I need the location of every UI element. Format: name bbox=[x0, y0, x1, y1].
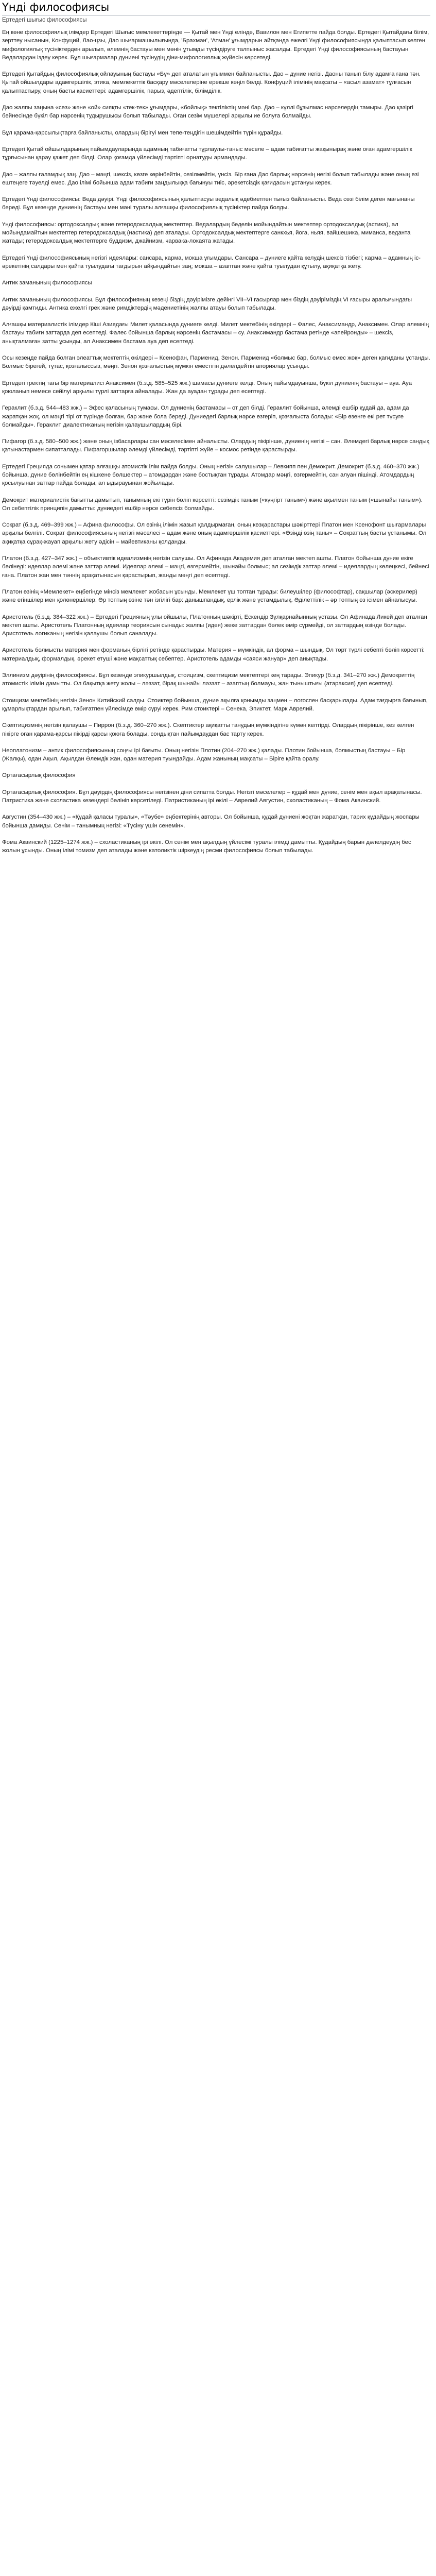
section-heading: Ортағасырлық философия bbox=[2, 772, 76, 779]
paragraph: Эллинизм дәуірінің философиясы. Бұл кезеңде эпикуршылдық, стоицизм, скептицизм мектептері кең тарады. Эпикур (б.з.д. 341–270 жж.) Демокриттің атомистік ілімін дамытты. Ол бақытқа жету жолы – ләззат, бірақ шынайы ләззат – азаптың болмауы, жан тыныштығы (атараксия) деп есептеді. bbox=[2, 672, 415, 687]
paragraph: Платон өзінің «Мемлекет» еңбегінде мінсіз мемлекет жобасын ұсынды. Мемлекет үш топтан тұрады: билеушілер (философтар), сақшылар (әскерилер) және егіншілер мен қолөнершілер. Әр топтың өзіне тән ізгілігі бар: данышпандық, ерлік және ұстамдылық. Әділеттілік – әр топтың өз ісімен айналысуы. bbox=[2, 588, 417, 604]
article-page bbox=[0, 0, 432, 855]
paragraph: Фома Аквинский (1225–1274 жж.) – схоластиканың ірі өкілі. Ол сенім мен ақылдың үйлесімі туралы ілімді дамытты. Құдайдың барын дәлелдеудің бес жолын ұсынды. Оның ілімі томизм деп аталады және католиктік шіркеудің ресми философиясы болып табылады. bbox=[2, 839, 411, 854]
paragraph: Стоицизм мектебінің негізін Зенон Китийский салды. Стоиктер бойынша, дүние ақылға қонымды заңмен – логоспен басқарылады. Адам тағдырға бағынып, құмарлықтардан арылып, табиғатпен үйлесімде өмір сүруі керек. Рим стоиктері – Сенека, Эпиктет, Марк Аврелий. bbox=[2, 697, 428, 712]
article-body bbox=[2, 28, 430, 855]
paragraph: Гераклит (б.з.д. 544–483 жж.) – Эфес қаласының тумасы. Ол дүниенің бастамасы – от деп білді. Гераклит бойынша, әлемді ешбір құдай да, адам да жаратқан жоқ, ол мәңгі тірі от түрінде болған, бар және бола береді. Дүниедегі барлық нәрсе өзгеріп, қозғалыста болады: «Бір өзенге екі рет түсуге болмайды». Гераклит диалектиканың негізін қалаушылардың бірі. bbox=[2, 405, 409, 428]
page-title: Үнді философиясы bbox=[2, 0, 430, 15]
section-heading: Антик заманының философиясы bbox=[2, 280, 92, 286]
paragraph: Скептицизмнің негізін қалаушы – Пиррон (б.з.д. 360–270 жж.). Скептиктер ақиқатты танудың мүмкіндігіне күмән келтірді. Олардың пікірінше, кез келген пікірге оған қарама-қарсы пікірді қарсы қоюға болады, сондықтан пайымдаудан бас тарту керек. bbox=[2, 722, 414, 737]
paragraph: Ең көне философиялық ілімдер Ертедегі Шығыс мемлекеттерінде — Қытай мен Үнді елінде, Вавилон мен Египетте пайда болды. Ертедегі Қытайдағы білім, зерттеу нысанын, Конфуций, Лао-цзы, Дао шығармашылығында, 'Брахман', 'Атман' ұғымдарын айтқанда ежелгі Үнді философиясында қалыптасып келген мифологиялық түсініктерден арылып, әлемнің бастауы мен мәнін ұтымды түсіндіруге талпыныс жасалды. Ертедегі Үнді философиясының бастауын Ведалардан іздеу керек. Бұл шығармалар дүниені түсінудің діни-мифологиялық жүйесін көрсетеді. bbox=[2, 29, 429, 61]
paragraph: Дао – жалпы ғаламдық заң. Дао – мәңгі, шексіз, көзге көрінбейтін, сезілмейтін, үнсіз. Бір ғана Дао барлық нәрсенің негізі болып табылады және оның өзі ештеңеге тәуелді емес. Дао ілімі бойынша адам табиғи заңдылыққа бағынуы тиіс, әрекетсіздік қағидасын ұстануы керек. bbox=[2, 171, 419, 186]
paragraph: Бұл қарама-қарсылықтарға байланысты, олардың бірігуі мен тепе-теңдігін шешімдейтін түрін құрайды. bbox=[2, 129, 283, 136]
paragraph: Аристотель болмысты материя мен форманың бірлігі ретінде қарастырды. Материя – мүмкіндік, ал форма – шындық. Ол төрт түрлі себепті бөліп көрсетті: материалдық, формалдық, әрекет етуші және мақсаттық себептер. Аристотель адамды «саяси жануар» деп анықтады. bbox=[2, 647, 425, 662]
paragraph: Ертедегі Үнді философиясының негізгі идеялары: сансара, карма, мокша ұғымдары. Сансара – дүниеге қайта келудің шексіз тізбегі; карма – адамның іс-әрекетінің салдары мен қайта туылудағы тағдырын айқындайтын заң; мокша – азаптан және қайта туылудан құтылу, ақиқатқа жету. bbox=[2, 255, 421, 269]
paragraph: Аристотель (б.з.д. 384–322 жж.) – Ертедегі Грецияның ұлы ойшылы, Платонның шәкірті, Ескендір Зұлқарнайынның ұстазы. Ол Афинада Ликей деп аталған мектеп ашты. Аристотель Платонның идеялар теориясын сынады: жалпы (идея) жеке заттардан бөлек өмір сүрмейді, ол заттардың өзінде болады. Аристотель логиканың негізін қалаушы болып саналады. bbox=[2, 614, 427, 637]
paragraph: Ортағасырлық философия. Бұл дәуірдің философиясы негізінен діни сипатта болды. Негізгі мәселелер – құдай мен дүние, сенім мен ақыл арақатынасы. Патристика және схоластика кезеңдері бөлініп көрсетіледі. Патристиканың ірі өкілі – Аврелий Августин, схоластиканың – Фома Аквинский. bbox=[2, 789, 422, 804]
paragraph: Үнді философиясы: ортодоксалдық және гетеродоксалдық мектептер. Ведалардың беделін мойындайтын мектептер ортодоксалдық (астика), ал мойындамайтын мектептер гетеродоксалдық (настика) деп аталады. Ортодоксалдық мектептерге санкхья, йога, ньяя, вайшешика, миманса, веданта жатады; гетеродоксалдық мектептерге буддизм, джайнизм, чарвака-локаята жатады. bbox=[2, 221, 411, 245]
paragraph: Осы кезеңде пайда болған элеаттық мектептің өкілдері – Ксенофан, Парменид, Зенон. Парменид «болмыс бар, болмыс емес жоқ» деген қағиданы ұстанды. Болмыс бірегей, тұтас, қозғалыссыз, мәңгі. Зенон қозғалыстың мүмкін еместігін дәлелдейтін апориялар ұсынды. bbox=[2, 355, 430, 370]
paragraph: Демокрит материалистік бағытты дамытып, танымның екі түрін бөліп көрсетті: сезімдік таным («күңгірт таным») және ақылмен таным («шынайы таным»). Ол себептілік принципін дамытты: дүниедегі ешбір нәрсе себепсіз болмайды. bbox=[2, 497, 423, 512]
paragraph: Дао жалпы заңына «сөз» және «ой» сияқты «тек-тек» ұғымдары, «бойлық» тектіліктің мәні бар. Дао – күллі бұзылмас нәрселердің тамыры. Дао қазіргі бейнесінде бүкіл бар нәрсенің тудырушысы болып табылады. Оған сезім мүшелері арқылы ие болуға болмайды. bbox=[2, 105, 413, 120]
page-subtitle: Ертедегі шығыс философиясы bbox=[2, 17, 87, 23]
paragraph: Августин (354–430 жж.) – «Құдай қаласы туралы», «Тәубе» еңбектерінің авторы. Ол бойынша, құдай дүниені жоқтан жаратқан, тарих құдайдың жоспары бойынша дамиды. Сенім – танымның негізі: «Түсіну үшін сенемін». bbox=[2, 814, 420, 829]
paragraph: Неоплатонизм – антик философиясының соңғы ірі бағыты. Оның негізін Плотин (204–270 жж.) қалады. Плотин бойынша, болмыстың бастауы – Бір (Жалқы), одан Ақыл, Ақылдан Әлемдік жан, одан материя туындайды. Адам жанының мақсаты – Біріге қайта оралу. bbox=[2, 747, 406, 762]
paragraph: Ертедегі Үнді философиясы: Веда дәуірі. Үнді философиясының қалыптасуы ведалық әдебиетпен тығыз байланысты. Веда сөзі білім деген мағынаны береді. Бұл кезеңде дүниенің бастауы мен мәні туралы алғашқы философиялық түсініктер пайда болды. bbox=[2, 196, 415, 211]
paragraph: Ертедегі Грецияда сонымен қатар алғашқы атомистік ілім пайда болды. Оның негізін салушылар – Левкипп пен Демокрит. Демокрит (б.з.д. 460–370 жж.) бойынша, дүние бөлінбейтін ең кішкене бөлшектер – атомдардан және бостықтан тұрады. Атомдар мәңгі, өзгермейтін, сан алуан пішінді. Атомдардың қосылуынан заттар пайда болады, ал ыдырауынан жойылады. bbox=[2, 463, 420, 487]
paragraph: Алғашқы материалистік ілімдер Кіші Азиядағы Милет қаласында дүниеге келді. Милет мектебінің өкілдері – Фалес, Анаксимандр, Анаксимен. Олар әлемнің бастауы табиғи заттарда деп есептеді. Фалес бойынша барлық нәрсенің бастамасы – су. Анаксимандр бастама ретінде «апейронды» – шексіз, анықталмаған затты ұсынды, ал Анаксимен бастама ауа деп есептеді. bbox=[2, 321, 429, 345]
paragraph: Платон (б.з.д. 427–347 жж.) – объективтік идеализмнің негізін салушы. Ол Афинада Академия деп аталған мектеп ашты. Платон бойынша дүние екіге бөлінеді: идеялар әлемі және заттар әлемі. Идеялар әлемі – мәңгі, өзгермейтін, шынайы болмыс; ал сезімдік заттар әлемі – идеялардың көлеңкесі, бейнесі ғана. Платон жан мен тәннің арақатынасын қарастырып, жанды мәңгі деп есептеді. bbox=[2, 555, 429, 579]
paragraph: Пифагор (б.з.д. 580–500 жж.) және оның ізбасарлары сан мәселесімен айналысты. Олардың пікірінше, дүниенің негізі – сан. Әлемдегі барлық нәрсе сандық қатынастармен сипатталады. Пифагоршылар әлемді үйлесімді, тәртіпті жүйе – космос ретінде қарастырды. bbox=[2, 438, 429, 453]
paragraph: Ертедегі Қытай ойшылдарының пайымдауларында адамның табиғатты тұрлаулы-таныс мәселе – адам табиғатты жақынырақ және оған адамгершілік тұрғысынан қарау қажет деп білді. Олар қоғамда үйлесімді тәртіпті орнатуды армандады. bbox=[2, 146, 412, 161]
paragraph: Антик заманының философиясы. Бұл философияның кезеңі біздің дәуірімізге дейінгі VII–VI ғасырлар мен біздің дәуіріміздің VI ғасыры аралығындағы дәуірді қамтиды. Антика ежелгі грек және римдіктердің мәдениетінің жалпы атауы болып табылады. bbox=[2, 296, 412, 311]
paragraph: Ертедегі Қытайдың философиялық ойлауының бастауы «Бұ» деп аталатын ұғыммен байланысты. Дао – дүние негізі. Даоны танып білу адамға ғана тән. Қытай ойшылдары адамгершілік, этика, мемлекеттік басқару мәселелеріне ерекше көңіл бөлді. Конфуций ілімінің мақсаты – «асыл азамат» тұлғасын қалыптастыру, оның басты қасиеттері: адамгершілік, парыз, әдептілік, білімділік. bbox=[2, 71, 421, 94]
paragraph: Ертедегі гректің тағы бір материалисі Анаксимен (б.з.д. 585–525 жж.) шамасы дүниеге келді. Оның пайымдауынша, бүкіл дүниенің бастауы – ауа. Ауа қоюланып немесе сейілуі арқылы түрлі заттарға айналады. Жан да ауадан тұрады деп есептеді. bbox=[2, 380, 412, 395]
paragraph: Сократ (б.з.д. 469–399 жж.) – Афина философы. Ол өзінің ілімін жазып қалдырмаған, оның көзқарастары шәкірттері Платон мен Ксенофонт шығармалары арқылы белгілі. Сократ философиясының негізгі мәселесі – адам және оның адамгершілік қасиеттері. «Өзіңді өзің таны» – Сократтың басты ұстанымы. Ол ақиқатқа сұрақ-жауап арқылы жету әдісін – майевтиканы қолданды. bbox=[2, 522, 427, 545]
